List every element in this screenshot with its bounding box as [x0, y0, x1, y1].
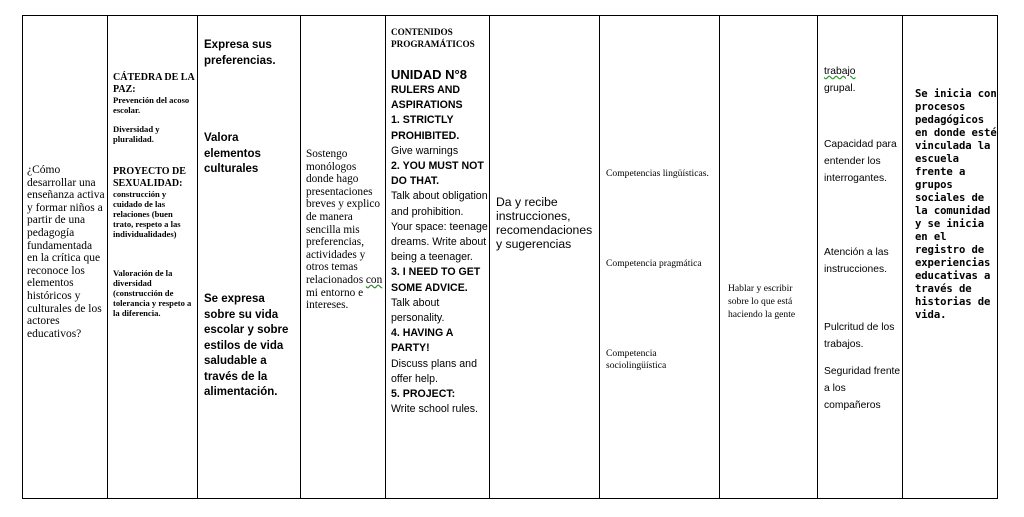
section-4-text: Discuss plans and offer help. — [391, 357, 477, 385]
contents-header: CONTENIDOS PROGRAMÁTICOS — [391, 27, 475, 49]
competency-item-1: Competencias lingüísticas. — [606, 168, 709, 179]
column-learning — [490, 16, 600, 498]
evaluation-item-5: Seguridad frente a los compañeros — [824, 366, 901, 411]
catedra-item-2: Diversidad y pluralidad. — [113, 124, 160, 144]
methodology-text: Se inicia con procesos pedagógicos en donde esté vinculada la escuela frente a grupos sociales de la comunidad y se inicia en el registro de experiencias educativas a través de historias de vida. — [915, 88, 997, 321]
competency-item-3: Competencia sociolingüística — [606, 348, 667, 371]
column-guiding-question — [23, 16, 108, 498]
curriculum-table — [22, 15, 998, 499]
standard-text-after: mi entorno e intereses. — [306, 286, 364, 312]
section-2-title: 2. YOU MUST NOT DO THAT. — [391, 160, 484, 188]
section-4-title: 4. HAVING A PARTY! — [391, 327, 453, 355]
valoracion-text: Valoración de la diversidad (construcción de tolerancia y respeto a la diferencia. — [113, 268, 192, 318]
guiding-question-text: ¿Cómo desarrollar una enseñanza activa y formar niños a partir de una pedagogía fundamentada en la crítica que reconoce los elementos históricos y culturales de los actores educativos? — [27, 164, 105, 340]
section-3-text: Talk about personality. — [391, 296, 445, 325]
catedra-block — [113, 72, 195, 144]
evaluation-item-1 — [824, 63, 903, 97]
achievement-text: Hablar y escribir sobre lo que está haciendo la gente — [728, 283, 796, 320]
column-competencies — [600, 16, 720, 498]
section-2-text: Talk about obligation and prohibition. — [391, 190, 488, 218]
learning-text: Da y recibe instrucciones, recomendaciones y sugerencias — [496, 195, 593, 251]
column-performance — [198, 16, 301, 498]
performance-item-2: Valora elementos culturales — [204, 132, 261, 175]
competency-item-2: Competencia pragmática — [606, 258, 702, 269]
contents-units — [391, 66, 489, 417]
evaluation-item-2: Capacidad para entender los interrogantes. — [824, 139, 897, 184]
section-1-text: Give warnings — [391, 144, 459, 157]
catedra-title: CÁTEDRA DE LA PAZ: — [113, 72, 195, 95]
section-3-title: 3. I NEED TO GET SOME ADVICE. — [391, 266, 481, 294]
section-5-text: Write school rules. — [391, 403, 478, 416]
column-achievement — [720, 16, 818, 498]
standard-text-before: Sostengo monólogos donde hago presentaciones breves y explico de manera sencilla mis preferencias, actividades y otros temas relacionados — [306, 148, 381, 286]
performance-item-1: Expresa sus preferencias. — [204, 39, 276, 67]
standard-text — [306, 148, 384, 312]
valoracion-block — [113, 268, 195, 318]
evaluation-item-4: Pulcritud de los trabajos. — [824, 322, 895, 350]
section-2-text-2: Your space: teenage dreams. Write about being a teenager. — [391, 220, 488, 264]
column-contents — [386, 16, 490, 498]
section-1-title: 1. STRICTLY PROHIBITED. — [391, 114, 460, 142]
unit-title: UNIDAD N°8 — [391, 67, 467, 82]
catedra-item-1: Prevención del acoso escolar. — [113, 95, 190, 115]
column-evaluation — [818, 16, 903, 498]
standard-text-underlined: con — [365, 273, 383, 286]
proyecto-title: PROYECTO DE SEXUALIDAD: — [113, 166, 186, 189]
column-standard — [301, 16, 386, 498]
proyecto-block — [113, 166, 195, 239]
evaluation-item-1-word: trabajo — [824, 66, 856, 77]
evaluation-item-3: Atención a las instrucciones. — [824, 247, 889, 275]
unit-name: RULERS AND ASPIRATIONS — [391, 84, 463, 112]
column-transversal-projects — [108, 16, 198, 498]
column-methodology — [903, 16, 999, 498]
proyecto-item-1: construcción y cuidado de las relaciones (buen trato, respeto a las individualidades) — [113, 189, 181, 239]
evaluation-item-1-rest: grupal. — [824, 83, 856, 94]
section-5-title: 5. PROJECT: — [391, 388, 456, 401]
performance-item-3: Se expresa sobre su vida escolar y sobre estilos de vida saludable a través de la alimentación. — [204, 293, 289, 398]
